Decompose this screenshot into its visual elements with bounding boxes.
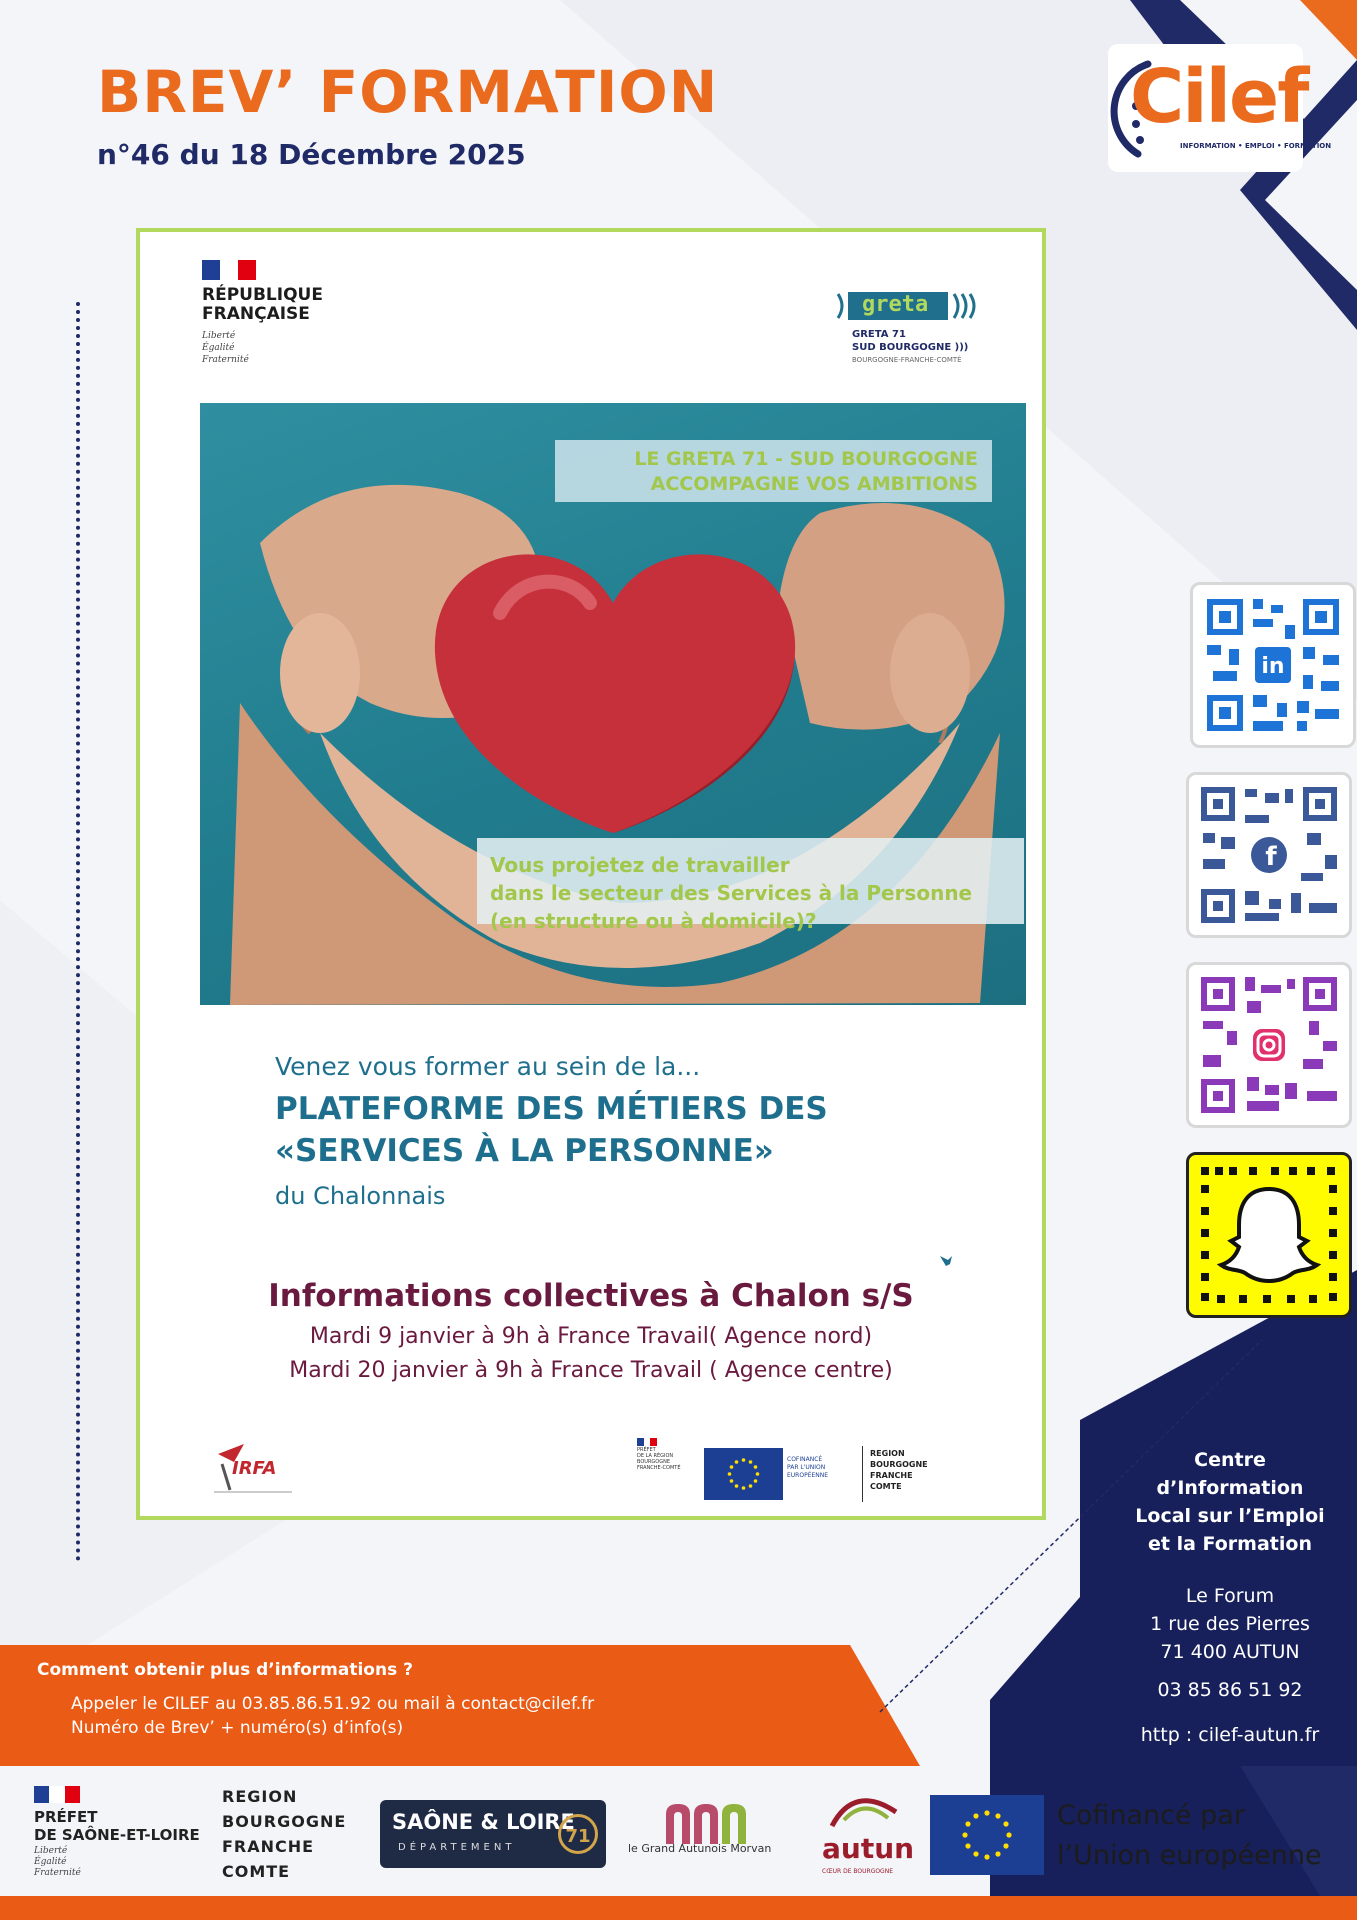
grand-autunois-logo-icon bbox=[660, 1800, 760, 1846]
republique-francaise-label: RÉPUBLIQUE FRANÇAISE bbox=[202, 285, 323, 324]
howto-contact-line: Appeler le CILEF au 03.85.86.51.92 ou mail à contact@cilef.fr bbox=[71, 1694, 595, 1714]
irfa-logo-text: IRFA bbox=[232, 1458, 277, 1479]
region-bfc-label: REGION BOURGOGNE FRANCHE COMTE bbox=[222, 1787, 347, 1881]
cilef-logo-text: Cilef bbox=[1130, 54, 1308, 140]
dotted-divider bbox=[76, 302, 83, 1562]
question-banner-text: Vous projetez de travailler dans le secteur des Services à la Personne (en structure ou à domicile)? bbox=[490, 853, 973, 933]
prefet-motto: Liberté Égalité Fraternité bbox=[34, 1846, 81, 1878]
info-sessions-title: Informations collectives à Chalon s/S bbox=[268, 1278, 914, 1314]
howto-reference-line: Numéro de Brev’ + numéro(s) d’info(s) bbox=[71, 1718, 404, 1738]
greta-banner-text: LE GRETA 71 - SUD BOURGOGNE ACCOMPAGNE VOS AMBITIONS bbox=[634, 448, 978, 495]
eu-cofinance-label: Cofinancé par l’Union européenne bbox=[1057, 1800, 1322, 1871]
poster-prefet-label: PRÉFET DE LA RÉGION BOURGOGNE FRANCHE-COMTÉ bbox=[637, 1447, 681, 1471]
prefet-saone-et-loire-label: PRÉFET DE SAÔNE-ET-LOIRE bbox=[34, 1808, 200, 1844]
cilef-center-name: Centre d’Information Local sur l’Emploi et la Formation bbox=[1135, 1449, 1325, 1555]
prefet-saone-flag-icon bbox=[34, 1786, 80, 1803]
info-session-1: Mardi 9 janvier à 9h à France Travail( Agence nord) bbox=[309, 1324, 873, 1349]
autun-label: autun bbox=[822, 1832, 915, 1865]
republique-flag-icon bbox=[202, 260, 256, 280]
eu-flag-large-icon bbox=[930, 1795, 1044, 1875]
autun-sub-label: CŒUR DE BOURGOGNE bbox=[822, 1868, 893, 1875]
instagram-icon bbox=[1189, 965, 1349, 1125]
greta-brand-text: greta bbox=[862, 292, 929, 317]
cilef-phone[interactable]: 03 85 86 51 92 bbox=[1157, 1679, 1303, 1701]
saone-et-loire-text: SAÔNE & LOIRE bbox=[392, 1810, 575, 1834]
saone-et-loire-71-badge: 71 bbox=[558, 1814, 598, 1854]
cilef-address: Le Forum 1 rue des Pierres 71 400 AUTUN bbox=[1150, 1585, 1310, 1663]
linkedin-icon bbox=[1193, 585, 1353, 745]
howto-title: Comment obtenir plus d’informations ? bbox=[37, 1660, 413, 1680]
cilef-website-link[interactable]: http : cilef-autun.fr bbox=[1140, 1724, 1320, 1746]
instagram-qr-code[interactable] bbox=[1186, 962, 1352, 1128]
eu-flag-icon bbox=[704, 1448, 783, 1500]
facebook-icon bbox=[1189, 775, 1349, 935]
prefet-flag-icon bbox=[637, 1438, 657, 1446]
republique-motto: Liberté Égalité Fraternité bbox=[202, 331, 249, 365]
greta-name: GRETA 71 SUD BOURGOGNE ))) bbox=[852, 329, 969, 353]
cilef-logo-tagline: INFORMATION • EMPLOI • FORMATION bbox=[1180, 142, 1332, 150]
poster-place: du Chalonnais bbox=[275, 1182, 446, 1210]
newsletter-title: BREV’ FORMATION bbox=[97, 58, 719, 126]
svg-text:in: in bbox=[1261, 654, 1285, 679]
saone-et-loire-sub: DÉPARTEMENT bbox=[398, 1842, 516, 1853]
svg-text:f: f bbox=[1265, 842, 1277, 872]
snapchat-ghost-icon bbox=[1189, 1155, 1349, 1315]
greta-region: BOURGOGNE-FRANCHE-COMTÉ bbox=[852, 356, 962, 364]
poster-region-label: REGION BOURGOGNE FRANCHE COMTE bbox=[870, 1449, 928, 1491]
autun-logo-icon bbox=[824, 1790, 904, 1830]
poster-lead-text: Venez vous former au sein de la... bbox=[275, 1052, 701, 1081]
snapchat-qr-code[interactable] bbox=[1186, 1152, 1352, 1318]
poster-cofinance-label: COFINANCÉ PAR L'UNION EUROPÉENNE bbox=[787, 1456, 829, 1479]
info-session-2: Mardi 20 janvier à 9h à France Travail ( Agence centre) bbox=[289, 1358, 893, 1383]
linkedin-qr-code[interactable] bbox=[1190, 582, 1356, 748]
grand-autunois-label: le Grand Autunois Morvan bbox=[628, 1842, 772, 1855]
bird-icon bbox=[938, 1252, 956, 1270]
poster-headline: PLATEFORME DES MÉTIERS DES «SERVICES À LA PERSONNE» bbox=[275, 1091, 828, 1169]
issue-date: n°46 du 18 Décembre 2025 bbox=[97, 138, 526, 171]
facebook-qr-code[interactable] bbox=[1186, 772, 1352, 938]
poster-footer-divider bbox=[862, 1446, 863, 1502]
